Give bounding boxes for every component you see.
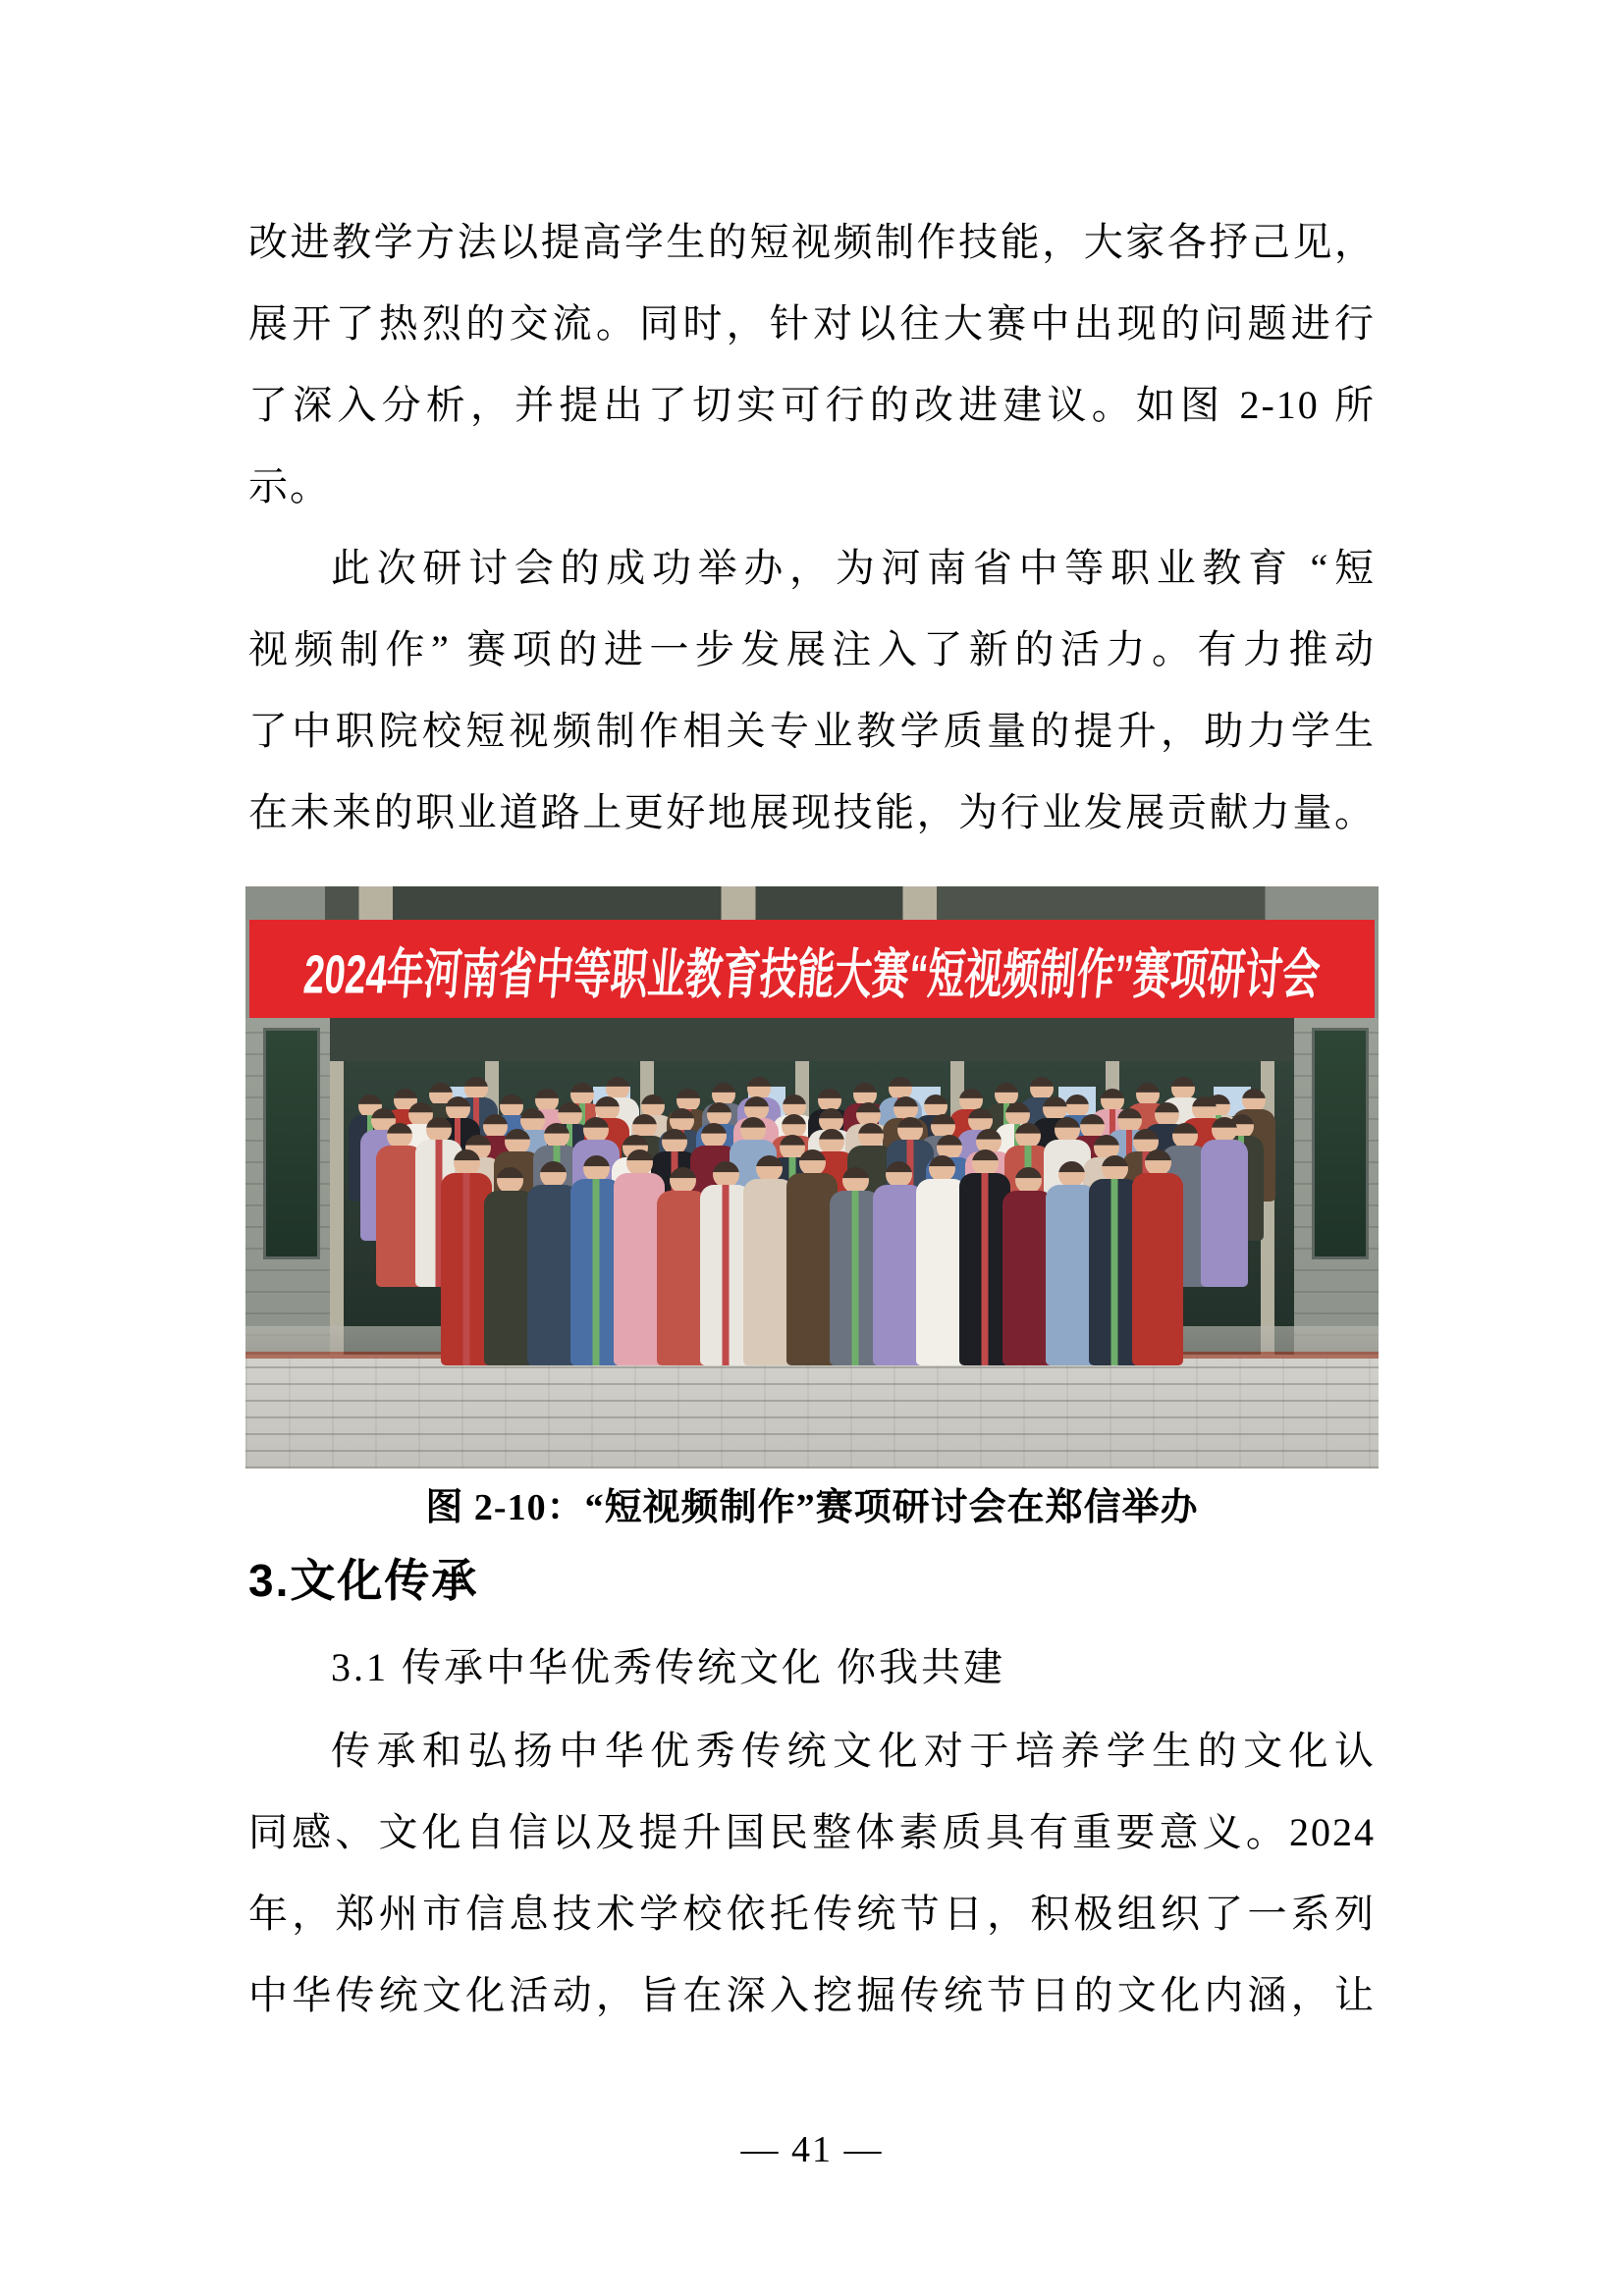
person-figure	[1132, 1149, 1183, 1365]
body-text-line: 展开了热烈的交流。同时，针对以往大赛中出现的问题进行	[248, 301, 1376, 346]
figure-caption: 图 2-10：“短视频制作”赛项研讨会在郑信举办	[425, 1487, 1199, 1528]
crowd-row	[245, 1149, 1379, 1365]
body-text-line: 示。	[248, 464, 331, 508]
body-text-line: 在未来的职业道路上更好地展现技能，为行业发展贡献力量。	[248, 790, 1376, 834]
paragraph-1	[248, 201, 1376, 527]
door-transom	[330, 1018, 1294, 1061]
body-text-line: 改进教学方法以提高学生的短视频制作技能，大家各抒己见，	[248, 220, 1376, 264]
paragraph-3	[248, 1710, 1376, 2036]
section-heading: 3.文化传承	[248, 1555, 479, 1606]
body-text-line: 了中职院校短视频制作相关专业教学质量的提升，助力学生	[248, 709, 1376, 753]
building-top	[245, 886, 1379, 920]
paragraph-2	[248, 527, 1376, 853]
page-number: — 41 —	[740, 2129, 884, 2170]
body-text-line: 同感、文化自信以及提升国民整体素质具有重要意义。2024	[248, 1810, 1376, 1854]
paved-ground	[245, 1355, 1379, 1468]
body-text-line: 传承和弘扬中华优秀传统文化对于培养学生的文化认	[331, 1729, 1376, 1773]
body-text-line: 了深入分析，并提出了切实可行的改进建议。如图 2-10 所	[248, 383, 1376, 427]
body-text-line: 视频制作” 赛项的进一步发展注入了新的活力。有力推动	[248, 627, 1376, 671]
body-text-line: 年，郑州市信息技术学校依托传统节日，积极组织了一系列	[248, 1892, 1376, 1936]
body-text-block	[248, 201, 1376, 853]
subsection-heading: 3.1 传承中华优秀传统文化 你我共建	[331, 1645, 1005, 1689]
body-text-line: 此次研讨会的成功举办，为河南省中等职业教育 “短	[331, 546, 1376, 590]
banner-text: 2024年河南省中等职业教育技能大赛“短视频制作”赛项研讨会	[300, 945, 1323, 1005]
photo-banner	[249, 920, 1375, 1018]
body-text-line: 中华传统文化活动，旨在深入挖掘传统节日的文化内涵，让	[248, 1973, 1376, 2017]
figure-photo	[245, 886, 1379, 1468]
